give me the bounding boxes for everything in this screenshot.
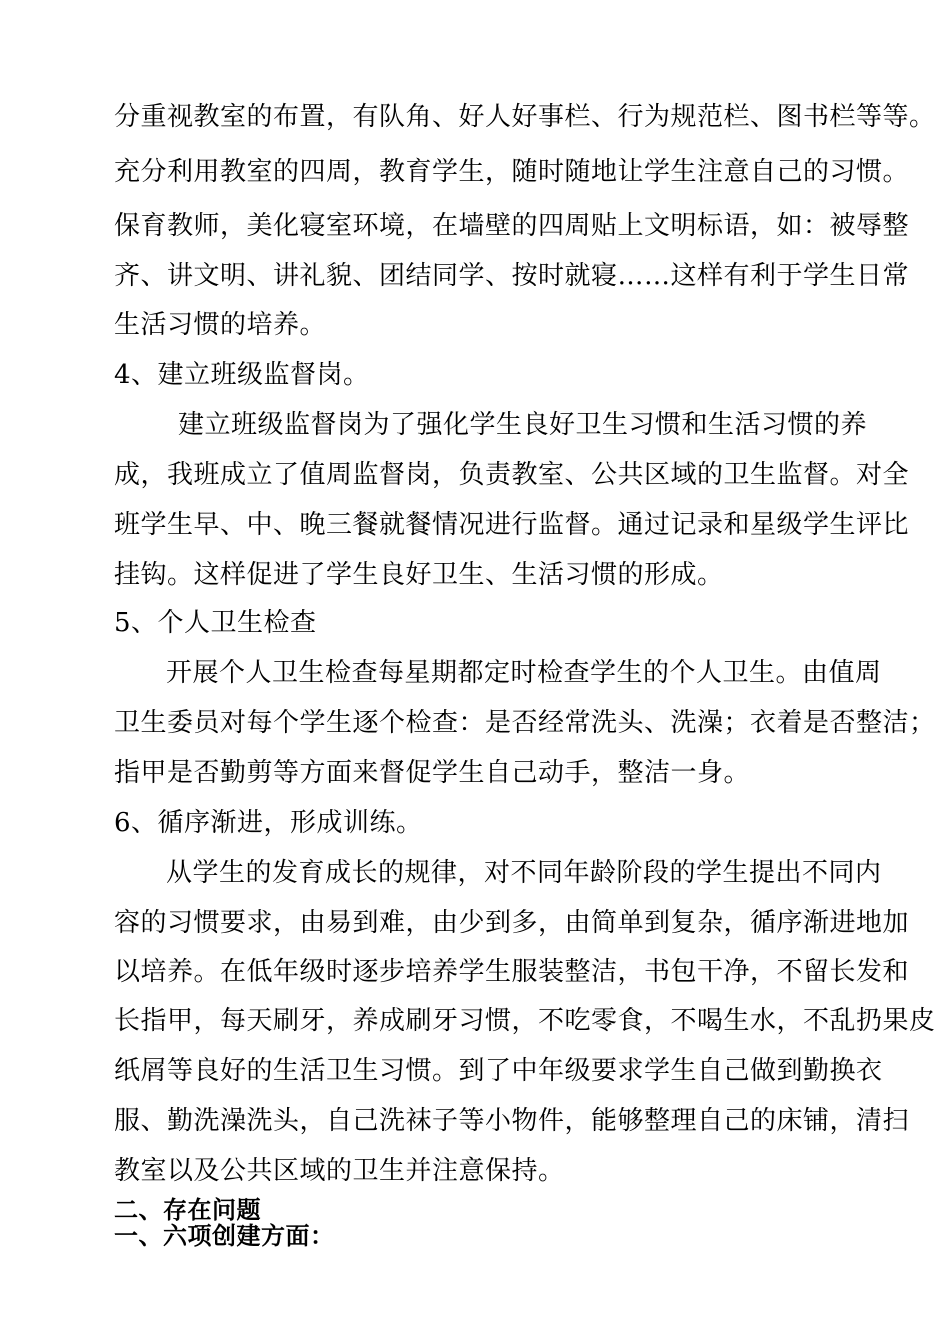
paragraph-line: 成，我班成立了值周监督岗，负责教室、公共区域的卫生监督。对全 bbox=[114, 460, 910, 490]
paragraph-line: 教室以及公共区域的卫生并注意保持。 bbox=[114, 1156, 565, 1186]
paragraph-line: 班学生早、中、晚三餐就餐情况进行监督。通过记录和星级学生评比 bbox=[114, 510, 910, 540]
paragraph-line: 指甲是否勤剪等方面来督促学生自己动手，整洁一身。 bbox=[114, 758, 751, 788]
paragraph-line: 挂钩。这样促进了学生良好卫生、生活习惯的形成。 bbox=[114, 560, 724, 590]
paragraph-line: 长指甲，每天刷牙，养成刷牙习惯，不吃零食，不喝生水，不乱扔果皮 bbox=[114, 1006, 936, 1036]
list-heading-5: 5、个人卫生检查 bbox=[114, 608, 317, 638]
list-heading-4: 4、建立班级监督岗。 bbox=[114, 360, 370, 390]
paragraph-line: 容的习惯要求，由易到难，由少到多，由简单到复杂，循序渐进地加 bbox=[114, 908, 910, 938]
paragraph-line: 齐、讲文明、讲礼貌、团结同学、按时就寝……这样有利于学生日常 bbox=[114, 261, 910, 291]
paragraph-line: 以培养。在低年级时逐步培养学生服装整洁，书包干净，不留长发和 bbox=[114, 957, 910, 987]
paragraph-line: 建立班级监督岗为了强化学生良好卫生习惯和生活习惯的养 bbox=[178, 410, 868, 440]
paragraph-line: 卫生委员对每个学生逐个检查：是否经常洗头、洗澡；衣着是否整洁； bbox=[114, 708, 936, 738]
paragraph-line: 从学生的发育成长的规律，对不同年龄阶段的学生提出不同内 bbox=[166, 858, 882, 888]
paragraph-line: 服、勤洗澡洗头，自己洗袜子等小物件，能够整理自己的床铺，清扫 bbox=[114, 1106, 910, 1136]
paragraph-line: 分重视教室的布置，有队角、好人好事栏、行为规范栏、图书栏等等。 bbox=[114, 102, 936, 132]
paragraph-line: 纸屑等良好的生活卫生习惯。到了中年级要求学生自己做到勤换衣 bbox=[114, 1056, 883, 1086]
paragraph-line: 生活习惯的培养。 bbox=[114, 310, 327, 340]
paragraph-line: 充分利用教室的四周，教育学生，随时随地让学生注意自己的习惯。 bbox=[114, 157, 910, 187]
section-heading: 二、存在问题 bbox=[114, 1196, 261, 1224]
paragraph-line: 开展个人卫生检查每星期都定时检查学生的个人卫生。由值周 bbox=[166, 658, 882, 688]
list-heading-6: 6、循序渐进，形成训练。 bbox=[114, 808, 423, 838]
sub-heading: 一、六项创建方面： bbox=[114, 1222, 335, 1250]
paragraph-line: 保育教师，美化寝室环境，在墙壁的四周贴上文明标语，如：被辱整 bbox=[114, 211, 910, 241]
